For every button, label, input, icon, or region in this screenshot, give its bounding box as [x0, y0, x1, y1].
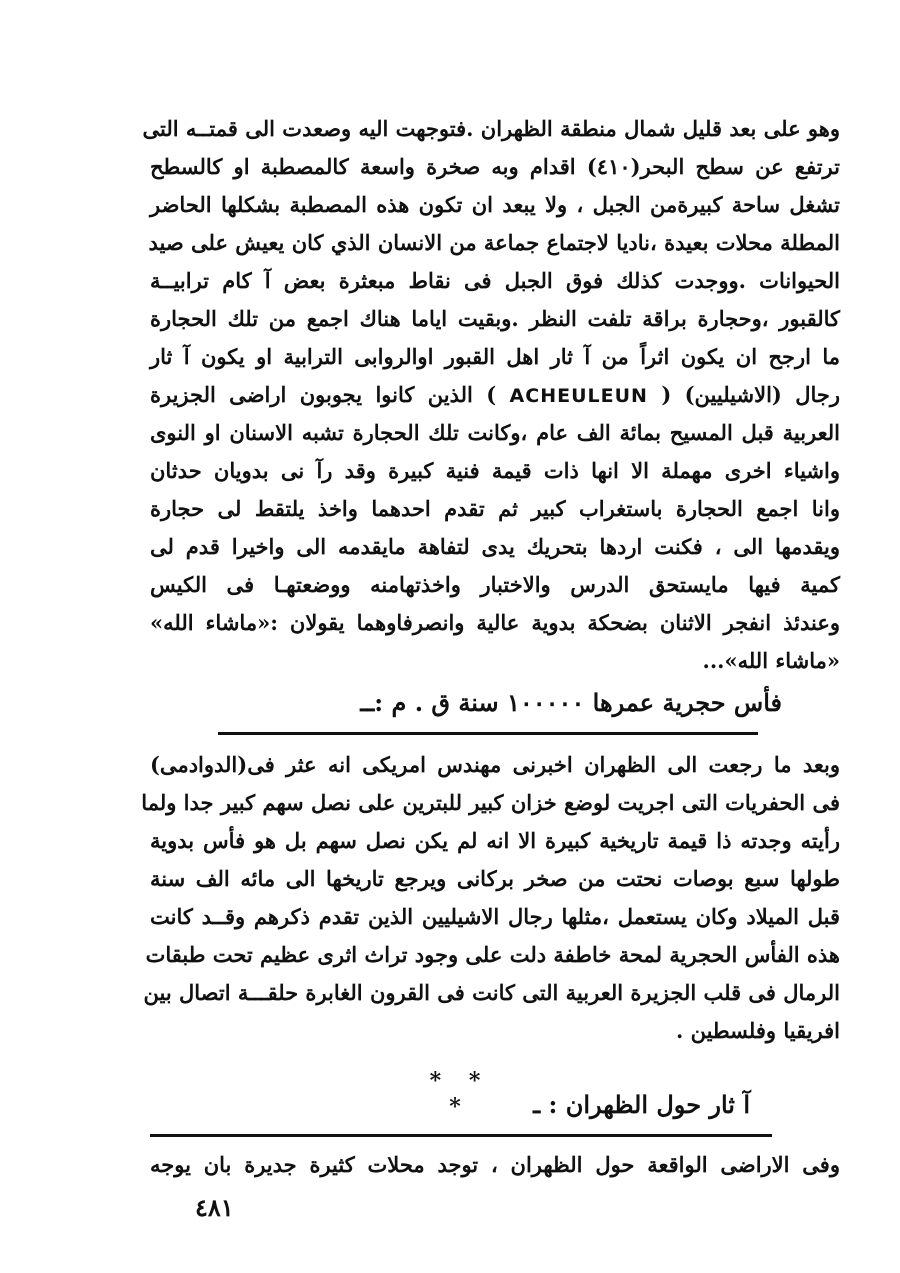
- latin-term: ACHEULEUN: [509, 385, 648, 407]
- text-line: ويقدمها الى ، فكنت اردها بتحريك يدى لتفاهة مايقدمه الى واخيرا قدم لى: [150, 534, 840, 559]
- text-line: ترتفع عن سطح البحر(٤١٠) اقدام وبه صخرة واسعة كالمصطبة او كالسطح: [150, 154, 840, 179]
- text-line: وهو على بعد قليل شمال منطقة الظهران .فتوجهت اليه وصعدت الى قمتــه التى: [142, 116, 840, 141]
- text-line: وبعد ما رجعت الى الظهران اخبرنى مهندس امريكى انه عثر فى(الدوادمى): [150, 752, 840, 777]
- text-line: «ماشاء الله»...: [702, 648, 840, 673]
- text-after-latin: ) الذين كانوا يجوبون اراضى الجزيرة: [150, 382, 497, 407]
- text-line: كمية فيها مايستحق الدرس والاختبار واخذتهامنه ووضعتهـا فى الكيس: [150, 572, 840, 597]
- section-heading-dhahran-antiquities: آ ثار حول الظهران : ـ: [533, 1090, 750, 1119]
- text-line: وفى الاراضى الواقعة حول الظهران ، توجد محلات كثيرة جديرة بان يوجه: [150, 1152, 840, 1177]
- text-line: المطلة محلات بعيدة ،ناديا لاجتماع جماعة من الانسان الذي كان يعيش على صيد: [148, 230, 840, 255]
- heading-underline: [150, 1134, 772, 1137]
- text-line: كالقبور ،وحجارة براقة تلفت النظر .وبقيت اياما هناك اجمع من تلك الحجارة: [150, 306, 840, 331]
- text-line: واشياء اخرى مهملة الا انها ذات قيمة فنية كبيرة وقد رآ نى بدويان حدثان: [150, 458, 840, 483]
- text-line-acheuleun: [150, 378, 840, 412]
- text-line: هذه الفأس الحجرية لمحة خاطفة دلت على وجود تراث اثرى عظيم تحت طبقات: [145, 942, 840, 967]
- text-line: تشغل ساحة كبيرةمن الجبل ، ولا يبعد ان تكون هذه المصطبة بشكلها الحاضر: [150, 192, 840, 217]
- text-line: رأيته وجدته ذا قيمة تاريخية كبيرة الا انه لم يكن نصل سهم بل هو فأس بدوية: [150, 828, 840, 853]
- text-line: طولها سبع بوصات نحتت من صخر بركانى ويرجع تاريخها الى مائه الف سنة: [150, 866, 840, 891]
- text-line: العربية قبل المسيح بمائة الف عام ،وكانت تلك الحجارة تشبه الاسنان او النوى: [150, 420, 840, 445]
- section-heading-stone-axe: فأس حجرية عمرها ١٠٠٠٠٠ سنة ق . م :ــ: [360, 688, 782, 717]
- text-before-latin: رجال (الاشيليين) (: [661, 382, 841, 407]
- section-separator: * * *: [429, 1068, 491, 1120]
- text-line: الحيوانات .ووجدت كذلك فوق الجبل فى نقاط مبعثرة بعض آ كام ترابيــة: [150, 268, 840, 293]
- text-line: وعندئذ انفجر الاثنان بضحكة بدوية عالية وانصرفاوهما يقولان :«ماشاء الله»: [150, 610, 840, 635]
- text-line: قبل الميلاد وكان يستعمل ،مثلها رجال الاشيليين الذين تقدم ذكرهم وقــد كانت: [150, 904, 840, 929]
- text-line: الرمال فى قلب الجزيرة العربية التى كانت فى القرون الغابرة حلقـــة اتصال بين: [143, 980, 840, 1005]
- text-line: افريقيا وفلسطين .: [675, 1018, 840, 1043]
- text-line: فى الحفريات التى اجريت لوضع خزان كبير للبترين على نصل سهم كبير جدا ولما: [141, 790, 840, 815]
- page-number: ٤٨١: [195, 1193, 234, 1222]
- text-line: ما ارجح ان يكون اثراً من آ ثار اهل القبور اوالروابى الترابية او يكون آ ثار: [150, 344, 840, 369]
- text-line: وانا اجمع الحجارة باستغراب كبير ثم تقدم احدهما واخذ يلتقط لى حجارة: [150, 496, 840, 521]
- heading-underline: [218, 732, 758, 735]
